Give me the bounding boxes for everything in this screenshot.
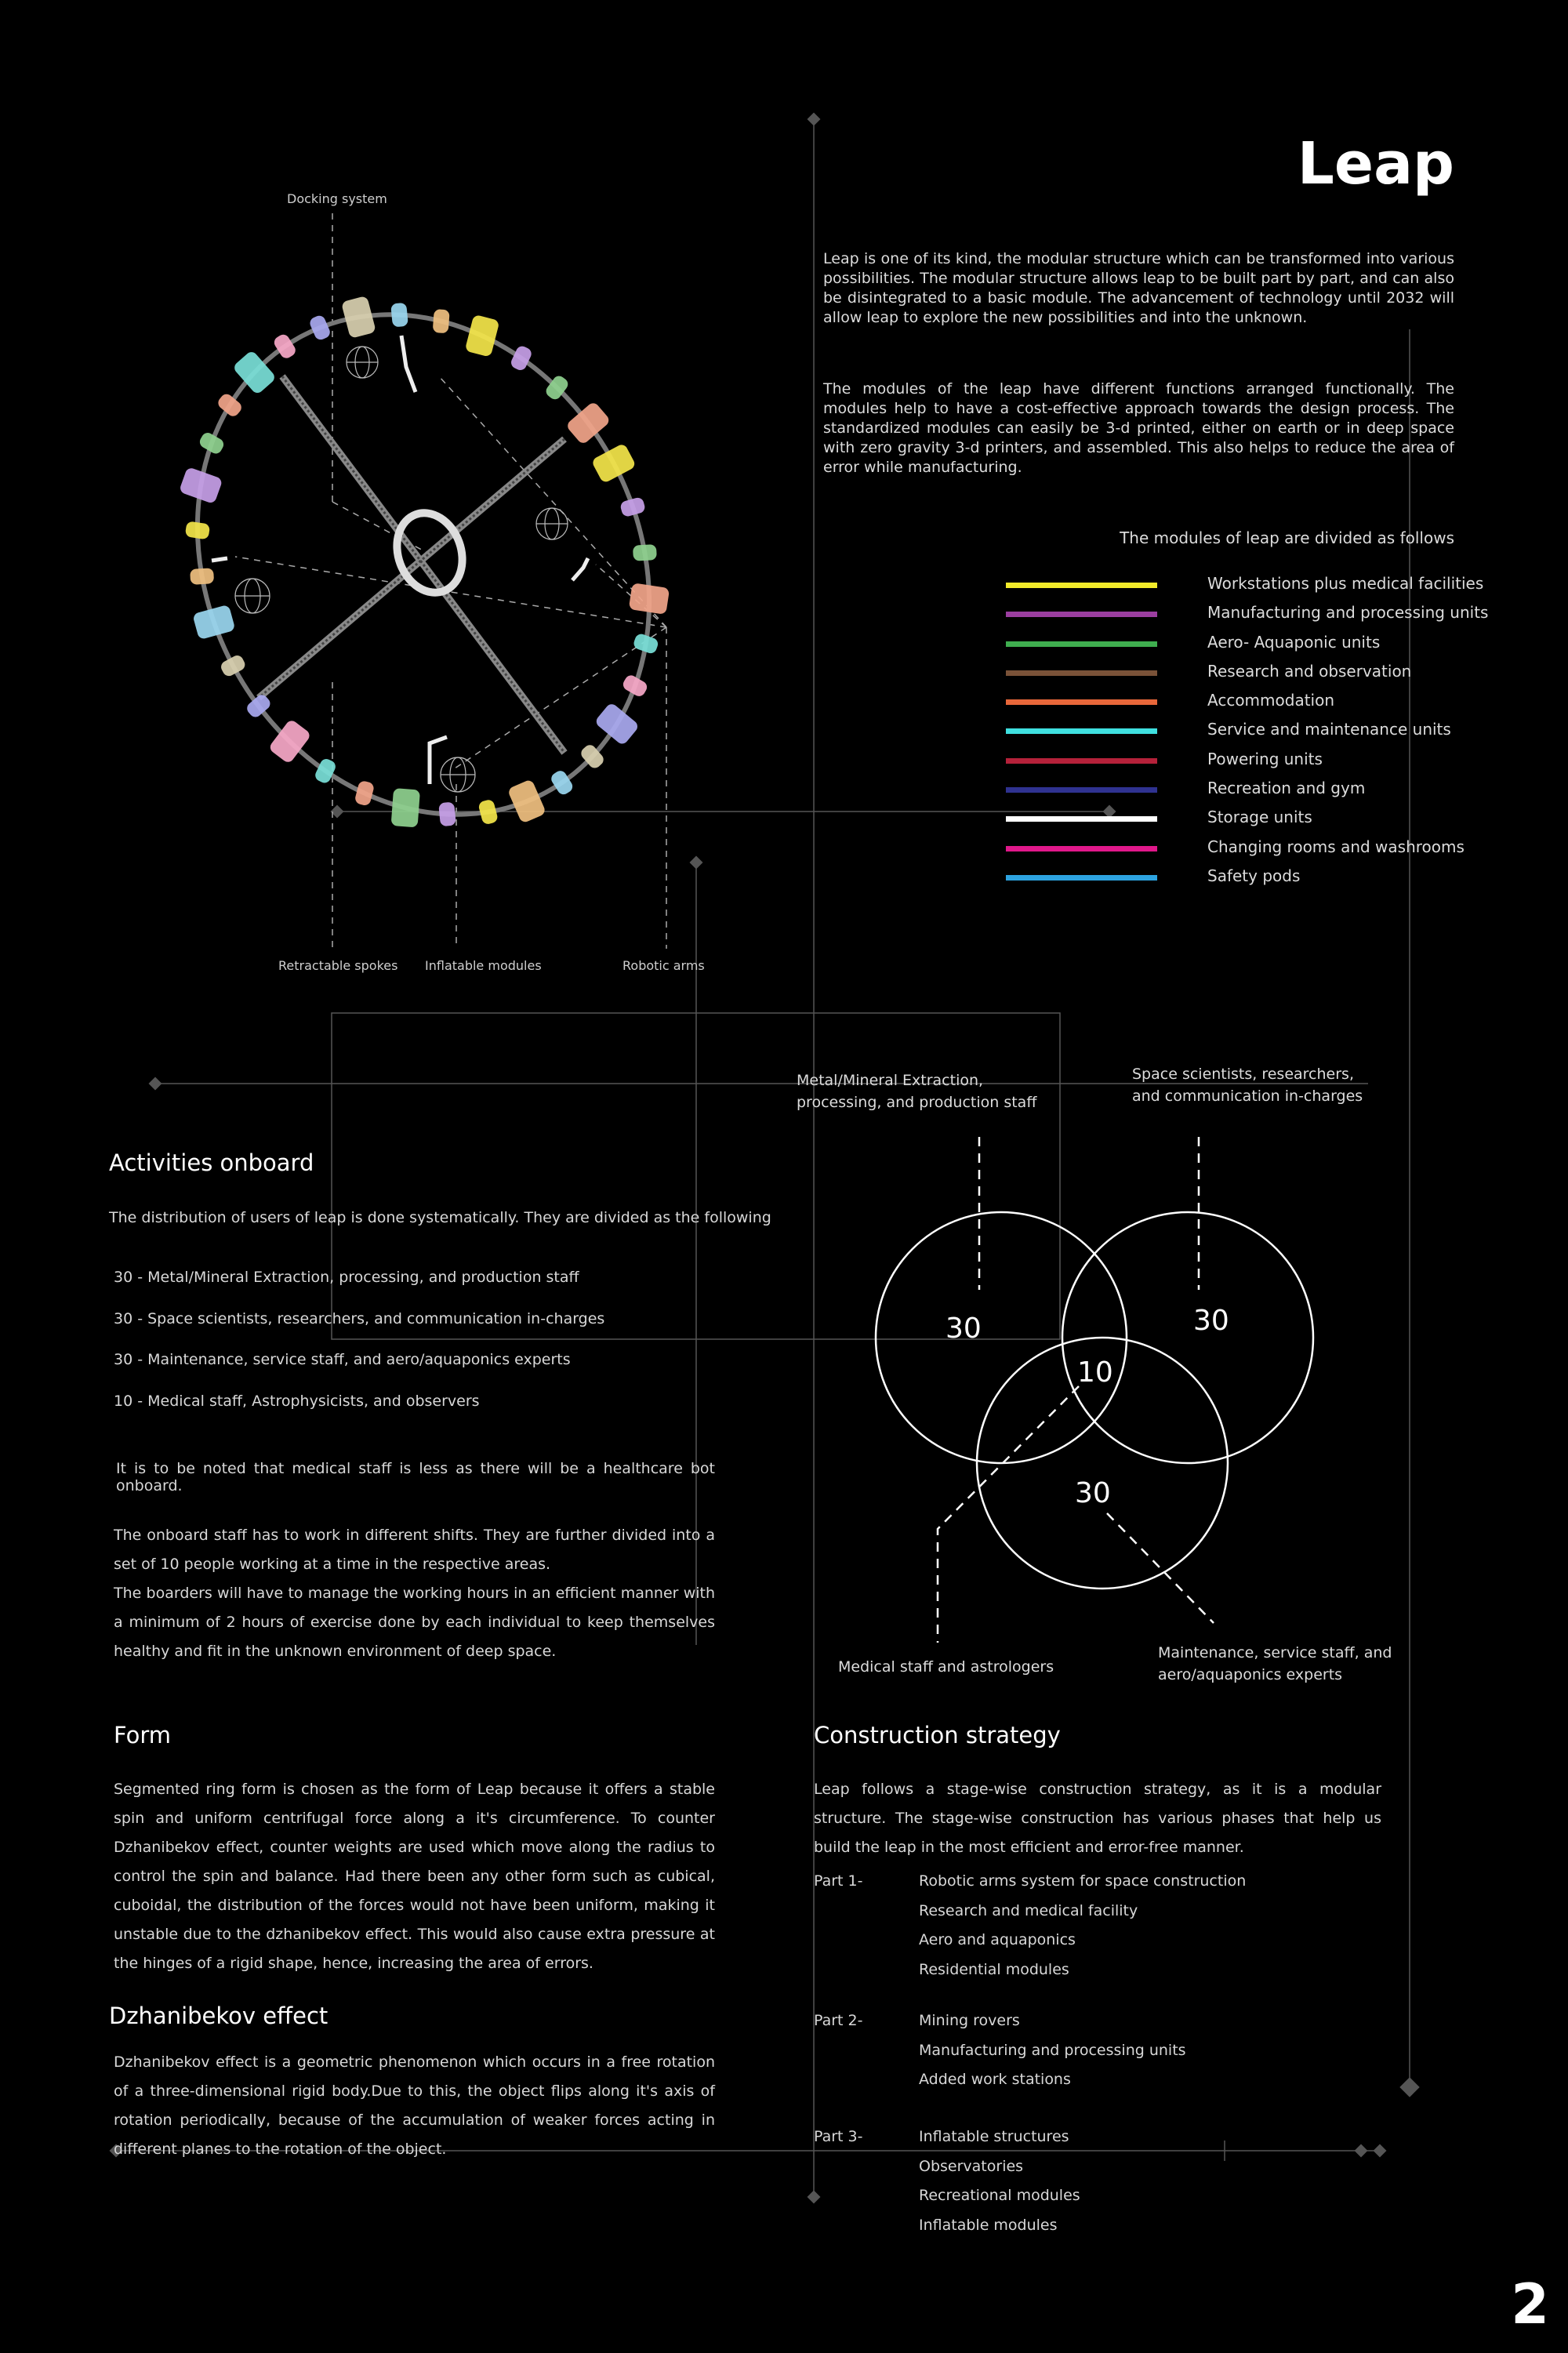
activities-heading: Activities onboard [109, 1149, 314, 1176]
legend-label: Manufacturing and processing units [1207, 603, 1489, 622]
part-item: Inflatable structures [919, 2128, 1069, 2145]
part-label: Part 3- [814, 2128, 863, 2145]
part-item: Residential modules [919, 1960, 1069, 1978]
venn-label-medical: Medical staff and astrologers [838, 1658, 1054, 1676]
part-label: Part 2- [814, 2012, 863, 2029]
list-item: 10 - Medical staff, Astrophysicists, and observers [114, 1392, 480, 1410]
venn-value-space: 30 [1193, 1305, 1229, 1337]
retractable-spokes-label: Retractable spokes [278, 958, 398, 973]
docking-system-label: Docking system [287, 191, 387, 206]
robotic-arms-label: Robotic arms [622, 958, 705, 973]
activities-intro: The distribution of users of leap is done systematically. They are divided as the following [109, 1209, 771, 1226]
intro-paragraph-1: Leap is one of its kind, the modular structure which can be transformed into various possibilities. The modular structure allows leap to be built part by part, and can also be disintegrated to a basic module. The advancement of technology until 2032 will allow leap to explore the new possibilities and into the unknown. [823, 250, 1454, 326]
construction-part [814, 2128, 1284, 2244]
construction-part [814, 2012, 1284, 2099]
part-item: Aero and aquaponics [919, 1931, 1076, 1948]
list-item: 30 - Space scientists, researchers, and communication in-charges [114, 1309, 605, 1327]
part-item: Recreational modules [919, 2187, 1080, 2204]
form-heading: Form [114, 1722, 172, 1748]
shifts-text: The onboard staff has to work in different shifts. They are further divided into a set of 10 people working at a time in the respective areas. [114, 1527, 715, 1573]
legend-label: Service and maintenance units [1207, 720, 1451, 739]
list-item: 30 - Metal/Mineral Extraction, processing, and production staff [114, 1269, 579, 1286]
dzhanibekov-text: Dzhanibekov effect is a geometric phenomenon which occurs in a free rotation of a three-dimensional rigid body.Due to this, the object flips along it's axis of rotation periodically, because of the accumulation of weaker forces acting in different planes to the rotation of the object. [114, 2053, 715, 2158]
part-item: Robotic arms system for space construction [919, 1872, 1247, 1890]
venn-label-metal: Metal/Mineral Extraction, processing, and production staff [797, 1072, 1037, 1111]
legend-label: Changing rooms and washrooms [1207, 837, 1465, 856]
list-item: 30 - Maintenance, service staff, and aero/aquaponics experts [114, 1351, 571, 1368]
legend-title: The modules of leap are divided as follows [1120, 528, 1454, 547]
venn-value-maintenance: 30 [1075, 1477, 1111, 1509]
legend-label: Storage units [1207, 808, 1312, 826]
part-item: Mining rovers [919, 2012, 1020, 2029]
page-title: Leap [1297, 130, 1454, 198]
legend-label: Aero- Aquaponic units [1207, 633, 1381, 652]
part-item: Manufacturing and processing units [919, 2041, 1186, 2059]
part-item: Observatories [919, 2157, 1024, 2175]
legend-label: Recreation and gym [1207, 779, 1366, 797]
dzhanibekov-heading: Dzhanibekov effect [109, 2003, 328, 2029]
venn-value-center: 10 [1077, 1356, 1113, 1389]
healthcare-note: It is to be noted that medical staff is less as there will be a healthcare bot onboard. [116, 1460, 715, 1494]
venn-value-metal: 30 [946, 1313, 982, 1345]
legend-label: Research and observation [1207, 662, 1412, 681]
part-item: Inflatable modules [919, 2216, 1058, 2234]
hours-text: The boarders will have to manage the working hours in an efficient manner with a minimum of 2 hours of exercise done by each individual to keep themselves healthy and fit in the unknown environment of deep space. [114, 1585, 715, 1660]
legend-label: Accommodation [1207, 691, 1335, 710]
venn-label-space: Space scientists, researchers, and communication in-charges [1132, 1066, 1363, 1105]
construction-text: Leap follows a stage-wise construction strategy, as it is a modular structure. The stage-wise construction has various phases that help us build the leap in the most efficient and error-free manner. [814, 1781, 1381, 1856]
page-number: 2 [1511, 2272, 1549, 2337]
construction-heading: Construction strategy [814, 1722, 1061, 1748]
intro-paragraph-2: The modules of the leap have different functions arranged functionally. The modules help to have a cost-effective approach towards the design process. The standardized modules can easily be 3-d printed, either on earth or in deep space with zero gravity 3-d printers, and assembled. This also helps to reduce the area of error while manufacturing. [823, 380, 1454, 476]
construction-part [814, 1872, 1284, 1988]
part-item: Research and medical facility [919, 1901, 1138, 1919]
part-label: Part 1- [814, 1872, 863, 1890]
venn-label-maintenance: Maintenance, service staff, and aero/aquaponics experts [1158, 1644, 1392, 1683]
part-item: Added work stations [919, 2071, 1071, 2088]
inflatable-modules-label: Inflatable modules [425, 958, 542, 973]
legend-label: Workstations plus medical facilities [1207, 574, 1484, 593]
form-text: Segmented ring form is chosen as the form of Leap because it offers a stable spin and uniform centrifugal force along a it's circumference. To counter Dzhanibekov effect, counter weights are used which move along the radius to control the spin and balance. Had there been any other form such as cubical, cuboidal, the distribution of the forces would not have been uniform, making it unstable due to the dzhanibekov effect. This would also cause extra pressure at the hinges of a rigid shape, hence, increasing the area of errors. [114, 1781, 715, 1972]
legend-label: Safety pods [1207, 866, 1301, 885]
legend-label: Powering units [1207, 750, 1323, 768]
